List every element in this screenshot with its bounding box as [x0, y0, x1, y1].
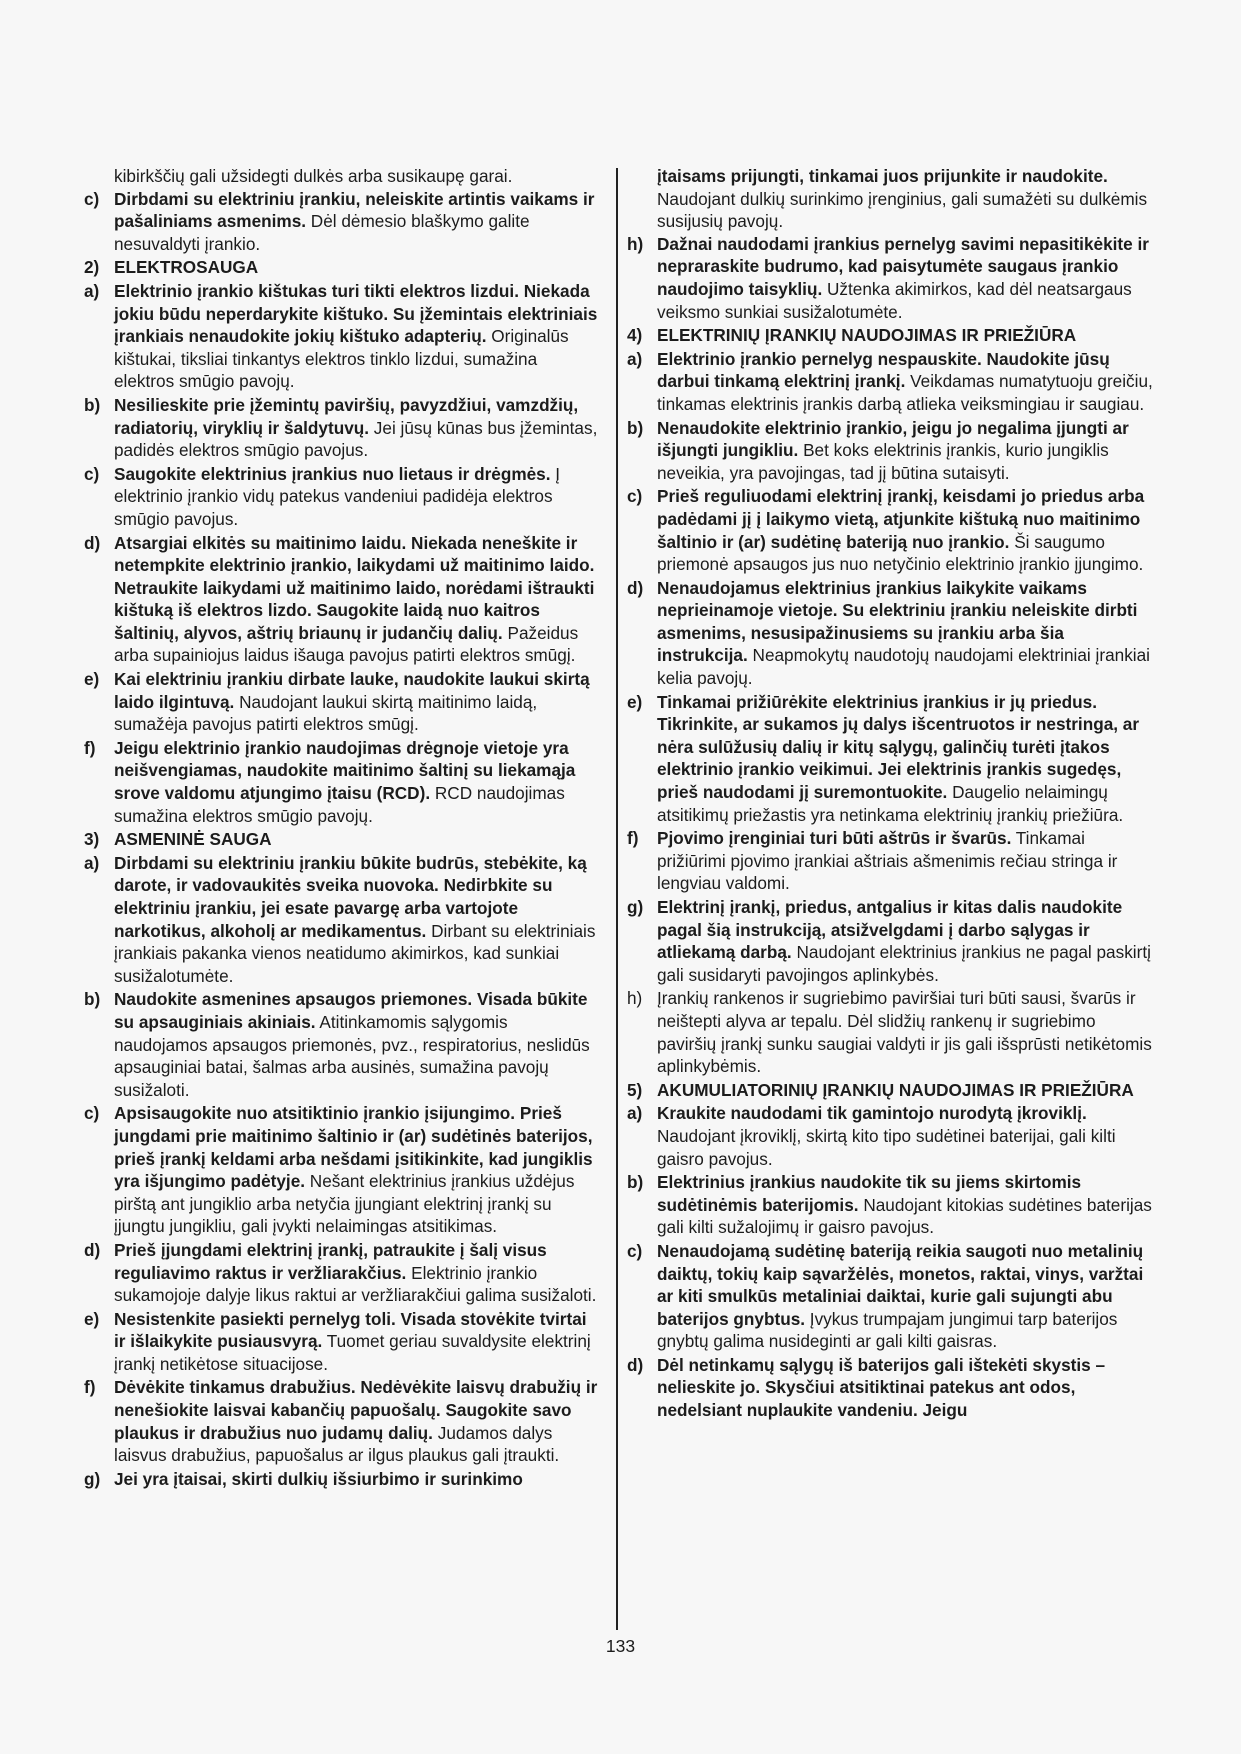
- item-marker: e): [627, 691, 643, 712]
- list-item-d3: [84, 1239, 599, 1307]
- section-number: 4): [627, 325, 643, 346]
- item-marker: g): [84, 1468, 101, 1489]
- list-item-f4: [627, 827, 1155, 895]
- item-marker: c): [84, 188, 100, 209]
- item-bold-text: Pjovimo įrenginiai turi būti aštrūs ir švarūs.: [657, 828, 1012, 849]
- item-text: Pažeidus arba supainiojus laidus išauga pavojus patirti elektros smūgį.: [114, 622, 579, 666]
- section-number: 3): [84, 829, 100, 850]
- item-marker: g): [627, 897, 644, 917]
- list-item-c5: [627, 1240, 1155, 1353]
- item-bold-text: Jei yra įtaisai, skirti dulkių išsiurbimo ir surinkimo: [114, 1468, 523, 1489]
- item-text: Atitinkamomis sąlygomis naudojamos apsaugos priemonės, pvz., respiratorius, neslidūs apsauginiai batai, šalmas arba ausinės, sumažina pavojų susižaloti.: [114, 1011, 590, 1100]
- list-item-d2: [84, 532, 599, 668]
- item-text: Į elektrinio įrankio vidų patekus vandeniui padidėja elektros smūgio pavojus.: [114, 463, 561, 529]
- item-text: Originalūs kištukai, tiksliai tinkantys elektros tinklo lizdui, sumažina elektros smūgio pavojų.: [114, 326, 569, 392]
- item-bold-text: Nenaudokite elektrinio įrankio, jeigu jo negalima įjungti ar išjungti jungikliu.: [657, 417, 1129, 461]
- section-number: 2): [84, 257, 100, 278]
- list-item-c4: [627, 485, 1155, 575]
- list-item-a3: [84, 852, 599, 988]
- item-marker: c): [84, 1103, 100, 1124]
- list-item-c: [84, 188, 599, 256]
- list-item-a2: [84, 280, 599, 393]
- item-marker: c): [627, 1240, 643, 1261]
- item-text: Naudojant dulkių surinkimo įrenginius, gali sumažėti su dulkėmis susijusių pavojų.: [657, 188, 1148, 232]
- item-bold-text: Jeigu elektrinio įrankio naudojimas drėgnoje vietoje yra neišvengiamas, naudokite maitinimo šaltinį su liekamąja srove valdomu atjungimo įtaisu (RCD).: [114, 737, 576, 804]
- section-title: AKUMULIATORINIŲ ĮRANKIŲ NAUDOJIMAS IR PRIEŽIŪRA: [657, 1079, 1134, 1100]
- item-bold-text: įtaisams prijungti, tinkamai juos prijunkite ir naudokite.: [657, 166, 1108, 186]
- section-title: ELEKTROSAUGA: [114, 257, 259, 278]
- item-marker: b): [84, 394, 101, 415]
- item-text: Neapmokytų naudotojų naudojami elektriniai įrankiai kelia pavojų.: [657, 645, 1150, 689]
- item-text: Judamos dalys laisvus drabužius, papuošalus ar ilgus plaukus gali įtraukti.: [114, 1422, 560, 1466]
- section-heading-2: [84, 256, 599, 279]
- item-marker: d): [627, 1354, 644, 1375]
- item-marker: f): [84, 737, 96, 758]
- item-bold-text: Naudokite asmenines apsaugos priemones. Visada būkite su apsauginiais akiniais.: [114, 989, 588, 1032]
- item-marker: f): [627, 828, 639, 849]
- item-text: Įvykus trumpajam jungimui tarp baterijos gnybtų galima nusideginti ar gali kilti gaisras.: [657, 1308, 1118, 1352]
- list-item-e3: [84, 1308, 599, 1376]
- list-item-f2: [84, 737, 599, 827]
- item-marker: b): [627, 417, 644, 438]
- item-bold-text: Nenaudojamą sudėtinę bateriją reikia saugoti nuo metalinių daiktų, tokių kaip sąvaržėlės, monetos, raktai, vinys, varžtai ar kiti smulkūs metaliniai daiktai, kurie gali sujungti abu baterijos gnybtus.: [657, 1240, 1144, 1329]
- list-item-a4: [627, 348, 1155, 416]
- item-text: Dėl dėmesio blaškymo galite nesuvaldyti įrankio.: [114, 211, 530, 254]
- right-column: [627, 165, 1155, 1423]
- item-bold-text: Elektrinio įrankio pernelyg nespauskite. Naudokite jūsų darbui tinkamą elektrinį įrankį.: [657, 348, 1110, 392]
- list-item-c3: [84, 1102, 599, 1238]
- item-bold-text: Elektrinius įrankius naudokite tik su jiems skirtomis sudėtinėmis baterijomis.: [657, 1172, 1082, 1215]
- item-marker: d): [84, 1239, 101, 1260]
- section-title: ELEKTRINIŲ ĮRANKIŲ NAUDOJIMAS IR PRIEŽIŪRA: [657, 325, 1077, 346]
- item-text: Naudojant elektrinius įrankius ne pagal paskirtį gali susidaryti pavojingos aplinkybės.: [657, 942, 1151, 985]
- list-item-b2: [84, 394, 599, 462]
- item-bold-text: Tinkamai prižiūrėkite elektrinius įrankius ir jų priedus. Tikrinkite, ar sukamos jų dalys išcentruotos ir nestringa, ar nėra sulūžusių dalių ir kitų sąlygų, galinčių turėti įtakos elektrinio įrankio veikimui. Jei elektrinis įrankis sugedęs, prieš naudodami jį suremontuokite.: [657, 691, 1140, 803]
- item-text: Daugelio nelaimingų atsitikimų priežastis yra netinkama elektrinių įrankių priežiūra.: [657, 782, 1124, 825]
- section-number: 5): [627, 1079, 643, 1100]
- list-item-h3: [627, 233, 1155, 323]
- item-marker: b): [627, 1172, 644, 1193]
- item-bold-text: Dirbdami su elektriniu įrankiu būkite budrūs, stebėkite, ką darote, ir vadovaukitės sveika nuovoka. Nedirbkite su elektriniu įrankiu, jei esate pavargę arba vartojote narkotikus, alkoholį ar medikamentus.: [114, 852, 587, 941]
- list-item-c2: [84, 463, 599, 531]
- continued-text: [627, 165, 1155, 233]
- item-marker: e): [84, 669, 100, 690]
- item-marker: d): [627, 577, 644, 598]
- list-item-g4: [627, 896, 1155, 986]
- item-bold-text: Dėvėkite tinkamus drabužius. Nedėvėkite laisvų drabužių ir nenešiokite laisvai kabančių papuošalų. Saugokite savo plaukus ir drabužius nuo judamų dalių.: [114, 1377, 598, 1443]
- item-marker: a): [627, 1103, 643, 1124]
- item-bold-text: Elektrinį įrankį, priedus, antgalius ir kitas dalis naudokite pagal šią instrukciją, atsižvelgdami į darbo sąlygas ir atliekamą darbą.: [657, 897, 1123, 963]
- item-marker: a): [84, 280, 100, 301]
- item-bold-text: Nenaudojamus elektrinius įrankius laikykite vaikams neprieinamoje vietoje. Su elektriniu įrankiu neleiskite dirbti asmenims, nesusipažinusiems su įrankiu arba šia instrukcija.: [657, 577, 1138, 666]
- item-bold-text: Kraukite naudodami tik gamintojo nurodytą įkroviklį.: [657, 1103, 1087, 1124]
- item-bold-text: Nesistenkite pasiekti pernelyg toli. Visada stovėkite tvirtai ir išlaikykite pusiausvyrą.: [114, 1308, 587, 1352]
- list-item-h4: [627, 987, 1155, 1077]
- column-divider: [616, 168, 618, 1630]
- item-bold-text: Dėl netinkamų sąlygų iš baterijos gali ištekėti skystis – nelieskite jo. Skysčiui atsitiktinai patekus ant odos, nedelsiant nuplaukite vandeniu. Jeigu: [657, 1354, 1106, 1421]
- item-text: Elektrinio įrankio sukamojoje dalyje likus raktui ar veržliarakčiui galima susižaloti.: [114, 1262, 597, 1306]
- item-marker: b): [84, 989, 101, 1010]
- item-text: Naudojant kitokias sudėtines baterijas gali kilti sužalojimų ir gaisro pavojus.: [657, 1194, 1152, 1238]
- item-text: Dirbant su elektriniais įrankiais pakanka vienos neatidumo akimirkos, kad sunkiai susižalotumėte.: [114, 920, 596, 986]
- section-title: ASMENINĖ SAUGA: [114, 829, 272, 850]
- item-text: Bet koks elektrinis įrankis, kurio jungiklis neveikia, yra pavojingas, tad jį būtina sutaisyti.: [657, 440, 1109, 483]
- continued-text: kibirkščių gali užsidegti dulkės arba susikaupę garai.: [114, 166, 513, 186]
- item-text: Nešant elektrinius įrankius uždėjus pirštą ant jungiklio arba netyčia įjungiant elektrinį įrankį su įjungtu jungikliu, gali įvykti nelaimingas atsitikimas.: [114, 1171, 575, 1237]
- item-text: Naudojant įkroviklį, skirtą kito tipo sudėtinei baterijai, gali kilti gaisro pavojus.: [657, 1125, 1116, 1169]
- item-text: Jei jūsų kūnas bus įžemintas, padidės elektros smūgio pavojus.: [114, 417, 598, 461]
- item-bold-text: Dirbdami su elektriniu įrankiu, neleiskite artintis vaikams ir pašaliniams asmenims.: [114, 188, 595, 232]
- item-bold-text: Kai elektriniu įrankiu dirbate lauke, naudokite laukui skirtą laido ilgintuvą.: [114, 669, 590, 712]
- item-text: Tuomet geriau suvaldysite elektrinį įrankį netikėtose situacijose.: [114, 1331, 591, 1374]
- list-item-b5: [627, 1171, 1155, 1239]
- list-item-d4: [627, 577, 1155, 690]
- item-bold-text: Elektrinio įrankio kištukas turi tikti elektros lizdui. Niekada jokiu būdu neperdarykite kištuko. Su įžemintais elektriniais įrankiais nenaudokite jokių kištuko adapterių.: [114, 280, 598, 347]
- item-bold-text: Saugokite elektrinius įrankius nuo lietaus ir drėgmės.: [114, 463, 551, 484]
- item-marker: c): [84, 463, 100, 484]
- item-bold-text: Prieš įjungdami elektrinį įrankį, patraukite į šalį visus reguliavimo raktus ir veržliarakčius.: [114, 1239, 547, 1283]
- item-text: Naudojant laukui skirtą maitinimo laidą, sumažėja pavojus patirti elektros smūgį.: [114, 691, 538, 735]
- item-bold-text: Nesilieskite prie įžemintų paviršių, pavyzdžiui, vamzdžių, radiatorių, viryklių ir šaldytuvų.: [114, 394, 579, 438]
- list-item-d5: [627, 1354, 1155, 1422]
- page-number: 133: [605, 1636, 636, 1656]
- item-marker: d): [84, 532, 101, 553]
- item-bold-text: Dažnai naudodami įrankius pernelyg savimi nepasitikėkite ir nepraraskite budrumo, kad paisytumėte saugaus įrankio naudojimo taisyklių.: [657, 233, 1149, 299]
- list-item-b4: [627, 417, 1155, 485]
- item-bold-text: Atsargiai elkitės su maitinimo laidu. Niekada neneškite ir netempkite elektrinio įrankio, laikydami už maitinimo laido. Netraukite laikydami už maitinimo laido, norėdami ištraukti kištuką iš elektros lizdo. Saugokite laidą nuo kaitros šaltinių, alyvos, aštrių briaunų ir judančių dalių.: [114, 532, 595, 643]
- item-marker: f): [84, 1377, 96, 1398]
- item-marker: e): [84, 1308, 100, 1329]
- left-column: [84, 165, 599, 1491]
- item-bold-text: Prieš reguliuodami elektrinį įrankį, keisdami jo priedus arba padėdami jį į laikymo vietą, atjunkite kištuką nuo maitinimo šaltinio ir (ar) sudėtinę bateriją nuo įrankio.: [657, 486, 1145, 552]
- item-text: Veikdamas numatytuoju greičiu, tinkamas elektrinis įrankis darbą atlieka veiksmingiau ir saugiau.: [657, 371, 1153, 414]
- list-item-e4: [627, 691, 1155, 827]
- item-marker: a): [84, 852, 100, 873]
- item-text: RCD naudojimas sumažina elektros smūgio pavojų.: [114, 783, 565, 826]
- list-item-e2: [84, 668, 599, 736]
- list-item-a5: [627, 1102, 1155, 1170]
- list-item-g3: [84, 1468, 599, 1491]
- item-text: Ši saugumo priemonė apsaugos jus nuo netyčinio elektrinio įrankio įjungimo.: [657, 531, 1144, 575]
- item-text: Užtenka akimirkos, kad dėl neatsargaus veiksmo sunkiai susižalotumėte.: [657, 278, 1132, 322]
- item-marker: a): [627, 348, 643, 369]
- item-marker: h): [627, 233, 644, 254]
- section-heading-5: [627, 1079, 1155, 1102]
- list-item-b3: [84, 988, 599, 1101]
- item-text: Įrankių rankenos ir sugriebimo paviršiai turi būti sausi, švarūs ir neištepti alyva ar tepalu. Dėl slidžių rankenų ir sugriebimo paviršių įrankį sunku saugiai valdyti ir jis gali išsprūsti netikėtomis aplinkybėmis.: [657, 988, 1152, 1077]
- list-item-f3: [84, 1376, 599, 1466]
- section-heading-4: [627, 324, 1155, 347]
- section-heading-3: [84, 828, 599, 851]
- item-marker: h): [627, 988, 643, 1009]
- item-bold-text: Apsisaugokite nuo atsitiktinio įrankio įsijungimo. Prieš jungdami prie maitinimo šaltinio ir (ar) sudėtinės baterijos, prieš įrankį keldami arba nešdami įsitikinkite, kad jungiklis yra išjungimo padėtyje.: [114, 1103, 593, 1192]
- item-text: Tinkamai prižiūrimi pjovimo įrankiai aštriais ašmenimis rečiau stringa ir lengviau valdomi.: [657, 828, 1118, 894]
- item-marker: c): [627, 486, 643, 507]
